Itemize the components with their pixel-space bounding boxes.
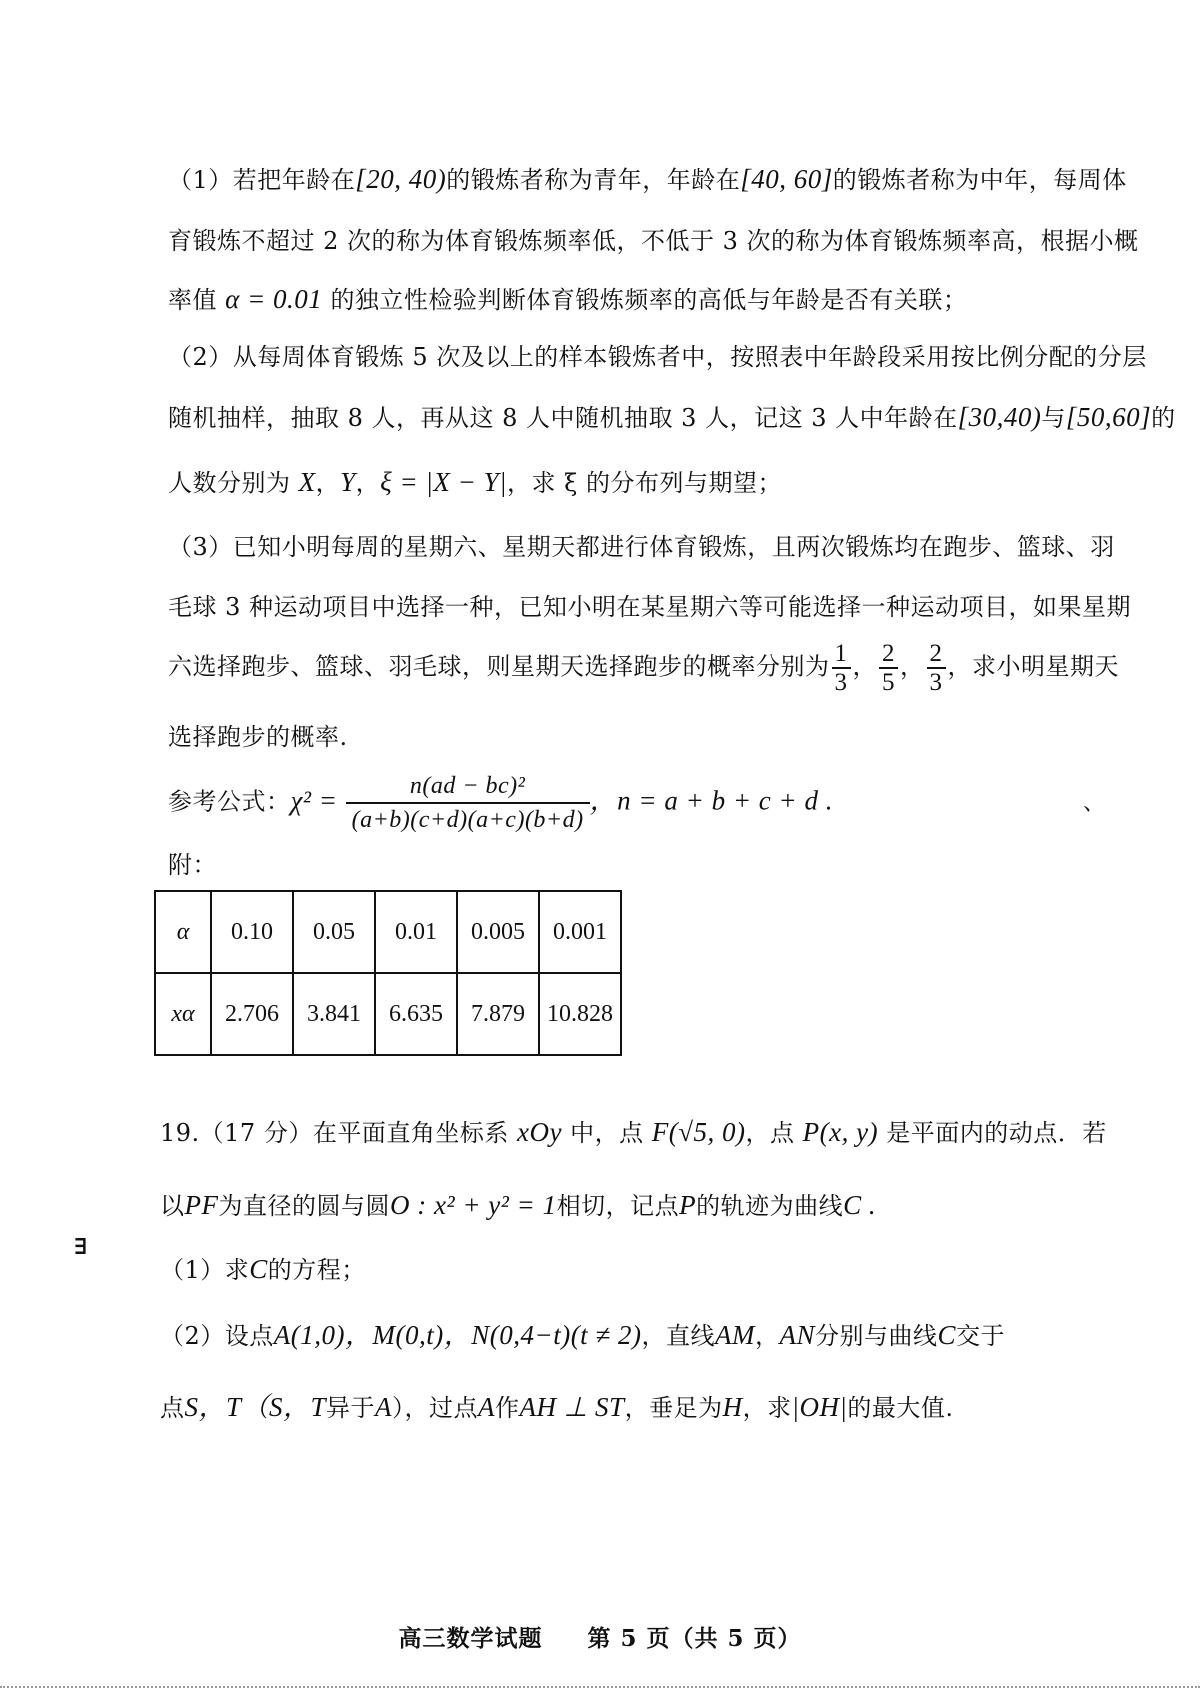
- text: 点: [160, 1394, 185, 1422]
- text: 与: [1041, 404, 1066, 432]
- curve-c: C .: [843, 1190, 877, 1220]
- table-cell: 0.10: [211, 891, 293, 973]
- text: 随机抽样，抽取 8 人，再从这 8 人中随机抽取 3 人，记这 3 人中年龄在: [168, 404, 958, 432]
- q19-line1: [160, 1115, 1107, 1150]
- curve-c: C: [249, 1254, 268, 1284]
- text: ，直线: [641, 1322, 715, 1350]
- point-a: A: [478, 1392, 496, 1422]
- text: 分别与曲线: [815, 1322, 938, 1350]
- q19-part2-line1: [160, 1318, 1005, 1353]
- text: （1）求: [160, 1256, 250, 1284]
- q18-part3-line2: 毛球 3 种运动项目中选择一种，已知小明在某星期六等可能选择一种运动项目，如果星期: [168, 593, 1132, 621]
- q18-part2-line1: （2）从每周体育锻炼 5 次及以上的样本锻炼者中，按照表中年龄段采用按比例分配的分层: [168, 343, 1147, 371]
- text: 的轨迹为曲线: [696, 1192, 844, 1220]
- text: ，求: [742, 1394, 792, 1422]
- coord-system: xOy: [516, 1117, 562, 1147]
- var-y: Y: [340, 467, 356, 497]
- fraction-two-fifths: [879, 640, 898, 696]
- abs-oh: |OH|: [791, 1392, 848, 1422]
- text: ，点: [745, 1119, 795, 1147]
- text: 中，点: [570, 1119, 644, 1147]
- page-number: 第 5 页（共 5 页）: [587, 1625, 802, 1652]
- numerator: n(ad − bc)²: [346, 770, 590, 804]
- text: 相切，记点: [556, 1192, 680, 1220]
- table-row: [155, 891, 621, 973]
- q18-part2-line2: [168, 400, 1176, 435]
- margin-mark: ∃: [74, 1234, 88, 1260]
- text: （2）设点: [160, 1322, 274, 1350]
- line-am: AM: [715, 1320, 755, 1350]
- table-cell: 0.05: [293, 891, 375, 973]
- q18-part1-line1: [168, 162, 1127, 197]
- alpha-value: α = 0.01: [225, 284, 323, 314]
- text: 19.（17 分）在平面直角坐标系: [160, 1119, 509, 1147]
- q19-part1: [160, 1252, 366, 1287]
- text: 是平面内的动点．若: [886, 1119, 1107, 1147]
- table-cell: 0.001: [539, 891, 621, 973]
- table-cell: 3.841: [293, 973, 375, 1055]
- line-an: AN: [779, 1320, 815, 1350]
- numerator: 2: [927, 640, 946, 669]
- chi-square-fraction: [346, 770, 590, 836]
- q18-part1-line3: [168, 282, 967, 317]
- points-amn: A(1,0)，M(0,t)，N(0,4−t)(t ≠ 2): [273, 1320, 642, 1350]
- q18-part1-line2: 育锻炼不超过 2 次的称为体育锻炼频率低，不低于 3 次的称为体育锻炼频率高，根据小概: [168, 227, 1139, 255]
- exam-title: 高三数学试题: [398, 1625, 543, 1652]
- q18-part3-line4: 选择跑步的概率.: [168, 723, 348, 751]
- points-st: S，T（S，T: [184, 1392, 327, 1422]
- table-cell: α: [155, 891, 211, 973]
- q18-part2-line3: [168, 465, 782, 500]
- denominator: 5: [882, 669, 895, 696]
- table-cell: 7.879: [457, 973, 539, 1055]
- text: 的锻炼者称为中年，每周体: [832, 166, 1127, 194]
- table-cell: 10.828: [539, 973, 621, 1055]
- formula-label: 参考公式：: [168, 787, 291, 816]
- text: 的锻炼者称为青年，年龄在: [446, 166, 741, 194]
- text: ，垂足为: [624, 1394, 723, 1422]
- text: ，: [900, 652, 925, 681]
- text: 以: [160, 1192, 185, 1220]
- point-f: F(√5, 0): [651, 1117, 746, 1147]
- point-a: A: [375, 1392, 393, 1422]
- page-footer: [0, 1620, 1200, 1653]
- text: 交于: [956, 1322, 1006, 1350]
- text: 六选择跑步、篮球、羽毛球，则星期天选择跑步的概率分别为: [168, 652, 830, 681]
- table-row: [155, 973, 621, 1055]
- text: （1）若把年龄在: [168, 166, 356, 194]
- table-cell: 6.635: [375, 973, 457, 1055]
- scan-edge: [0, 1686, 1200, 1690]
- appendix-label: 附：: [168, 851, 217, 879]
- circle-o: O : x² + y² = 1: [390, 1190, 557, 1220]
- numerator: 1: [832, 640, 851, 669]
- fraction-one-third: [832, 640, 851, 696]
- table-cell: 0.005: [457, 891, 539, 973]
- interval-50-60: [50,60]: [1065, 402, 1152, 432]
- text: 人数分别为: [168, 469, 291, 497]
- table-cell: 0.01: [375, 891, 457, 973]
- point-h: H: [722, 1392, 743, 1422]
- perpendicular-ah-st: AH ⊥ ST: [519, 1392, 625, 1422]
- interval-20-40: [20, 40): [355, 164, 447, 194]
- n-definition: ，n = a + b + c + d .: [589, 785, 833, 816]
- text: ，: [355, 469, 381, 497]
- text: 作: [495, 1394, 520, 1422]
- point-p: P(x, y): [802, 1117, 879, 1147]
- corner-mark: 、: [1083, 791, 1106, 816]
- text: ，: [315, 469, 341, 497]
- text: ，: [852, 652, 877, 681]
- q19-line2: [160, 1188, 876, 1223]
- fraction-two-thirds: [927, 640, 946, 696]
- denominator: (a+b)(c+d)(a+c)(b+d): [351, 807, 584, 833]
- chi-square-lhs: χ² =: [290, 785, 338, 816]
- q18-part3-line3: [168, 640, 1119, 696]
- denominator: 3: [929, 669, 943, 696]
- interval-40-60: [40, 60]: [740, 164, 833, 194]
- table-cell: 2.706: [211, 973, 293, 1055]
- denominator: 3: [834, 669, 848, 696]
- text: ，求 ξ 的分布列与期望；: [507, 469, 783, 497]
- point-p: P: [679, 1190, 697, 1220]
- text: 为直径的圆与圆: [218, 1192, 390, 1220]
- text: 的独立性检验判断体育锻炼频率的高低与年龄是否有关联；: [330, 286, 968, 314]
- q19-part2-line2: [160, 1390, 954, 1425]
- text: 的最大值.: [847, 1394, 954, 1422]
- text: ，: [754, 1322, 780, 1350]
- text: 异于: [326, 1394, 376, 1422]
- text: 率值: [168, 286, 217, 314]
- reference-formula: [168, 770, 833, 836]
- text: ，求小明星期天: [947, 652, 1119, 681]
- text: 的: [1151, 404, 1176, 432]
- interval-30-40: [30,40): [957, 402, 1042, 432]
- var-x: X: [298, 467, 316, 497]
- table-cell: xα: [155, 973, 211, 1055]
- xi-definition: ξ = |X − Y|: [380, 467, 508, 497]
- numerator: 2: [879, 640, 898, 669]
- text: ），过点: [392, 1394, 479, 1422]
- text: 的方程；: [267, 1256, 366, 1284]
- segment-pf: PF: [184, 1190, 219, 1220]
- curve-c: C: [937, 1320, 957, 1350]
- critical-value-table: [154, 890, 622, 1056]
- q18-part3-line1: （3）已知小明每周的星期六、星期天都进行体育锻炼，且两次锻炼均在跑步、篮球、羽: [168, 533, 1115, 561]
